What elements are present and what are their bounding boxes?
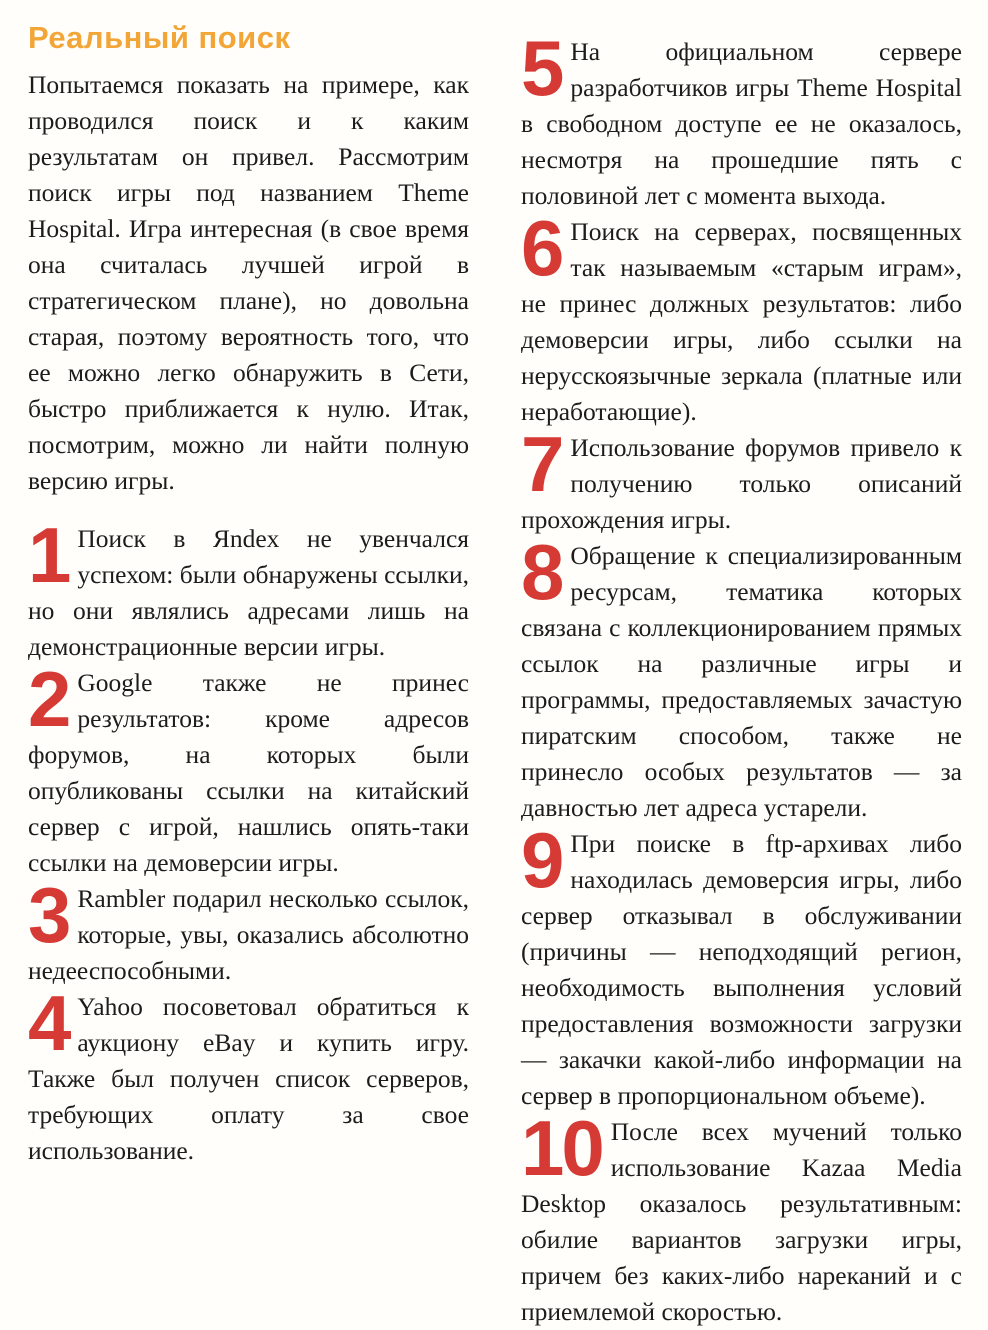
item-number-drop-cap: 6	[521, 204, 562, 292]
item-text: На официальном сервере разработчиков игры Theme Hospital в свободном доступе ее не оказалось, несмотря на прошедшие пять с половиной лет с момента выхода.	[521, 37, 962, 210]
numbered-item-10	[521, 1104, 962, 1330]
item-number-drop-cap: 4	[28, 979, 69, 1067]
item-number-drop-cap: 8	[521, 528, 562, 616]
numbered-item-8	[521, 528, 962, 826]
numbered-item-6	[521, 204, 962, 430]
item-text: После всех мучений только использование Kazaa Media Desktop оказалось результативным: обилие вариантов загрузки игры, причем без каких-либо нареканий и с приемлемой скоростью.	[521, 1117, 962, 1326]
item-number-drop-cap: 1	[28, 511, 69, 599]
item-number-drop-cap: 5	[521, 24, 562, 112]
item-text: Yahoo посоветовал обратиться к аукциону eBay и купить игру. Также был получен список серверов, требующих оплату за свое использование.	[28, 992, 469, 1165]
item-number-drop-cap: 2	[28, 655, 69, 743]
item-text: Поиск на серверах, посвященных так называемым «старым играм», не принес должных результатов: либо демоверсии игры, либо ссылки на нерусскоязычные зеркала (платные или неработающие).	[521, 217, 962, 426]
numbered-item-1	[28, 511, 469, 665]
item-text: Rambler подарил несколько ссылок, которые, увы, оказались абсолютно недееспособными.	[28, 884, 469, 985]
numbered-item-3	[28, 871, 469, 989]
item-number-drop-cap: 3	[28, 871, 69, 959]
left-column	[28, 20, 469, 1270]
intro-paragraph: Попытаемся показать на примере, как проводился поиск и к каким результатам он привел. Рассмотрим поиск игры под названием Theme Hospital. Игра интересная (в свое время она считалась лучшей игрой в стратегическом плане), но довольна старая, поэтому вероятность того, что ее можно легко обнаружить в Сети, быстро приближается к нулю. Итак, посмотрим, можно ли найти полную версию игры.	[28, 70, 469, 495]
section-heading: Реальный поиск	[28, 20, 291, 55]
right-column	[521, 20, 962, 1326]
numbered-item-5	[521, 24, 962, 214]
item-text: Поиск в Яndex не увенчался успехом: были обнаружены ссылки, но они являлись адресами лишь на демонстрационные версии игры.	[28, 524, 469, 661]
item-number-drop-cap: 9	[521, 816, 562, 904]
numbered-item-7	[521, 420, 962, 538]
numbered-item-2	[28, 655, 469, 881]
item-text: При поиске в ftp-архивах либо находилась демоверсия игры, либо сервер отказывал в обслуживании (причины — неподходящий регион, необходимость выполнения условий предоставления возможности загрузки — закачки какой-либо информации на сервер в пропорциональном объеме).	[521, 829, 962, 1110]
item-text: Использование форумов привело к получению только описаний прохождения игры.	[521, 433, 962, 534]
item-text: Google также не принес результатов: кроме адресов форумов, на которых были опубликованы ссылки на китайский сервер с игрой, нашлись опять-таки ссылки на демоверсии игры.	[28, 668, 469, 877]
item-number-drop-cap: 10	[521, 1104, 602, 1192]
numbered-item-4	[28, 979, 469, 1169]
numbered-item-9	[521, 816, 962, 1114]
item-number-drop-cap: 7	[521, 420, 562, 508]
item-text: Обращение к специализированным ресурсам, тематика которых связана с коллекционированием прямых ссылок на различные игры и программы, предоставляемых зачастую пиратским способом, также не принесло особых результатов — за давностью лет адреса устарели.	[521, 541, 962, 822]
